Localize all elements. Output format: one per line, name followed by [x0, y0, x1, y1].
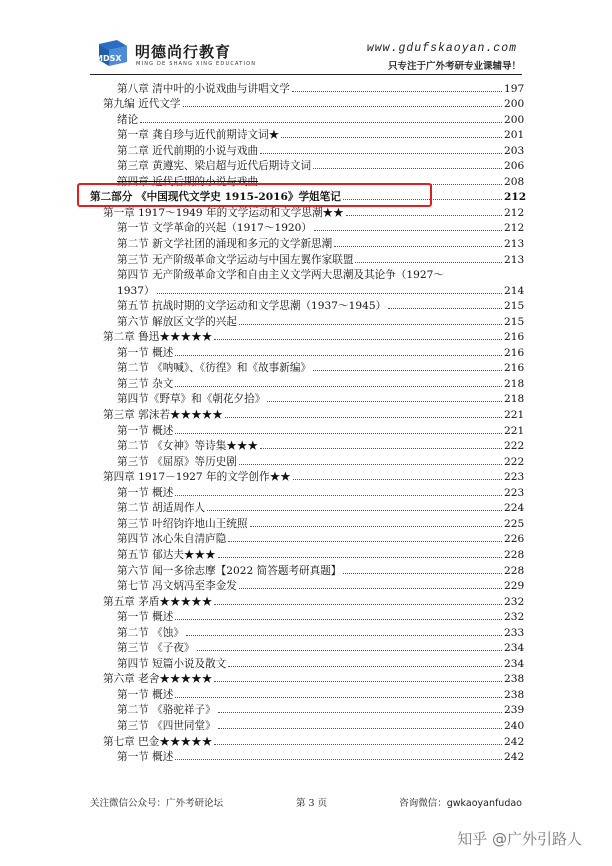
- toc-entry: [90, 421, 524, 437]
- toc-leader-dots: [175, 619, 502, 620]
- toc-entry-title: 第一节 概述: [117, 486, 174, 499]
- toc-entry-page: 206: [504, 160, 525, 173]
- toc-entry-title: 第五章 茅盾★★★★★: [103, 595, 213, 608]
- toc-leader-dots: [175, 433, 502, 434]
- toc-entry: [90, 343, 524, 359]
- toc-leader-dots: [214, 604, 502, 605]
- toc-leader-dots: [175, 697, 502, 698]
- toc-leader-dots: [207, 510, 502, 511]
- toc-entry-title: 第四节 冰心朱自清庐隐: [117, 533, 227, 546]
- toc-leader-dots: [197, 650, 502, 651]
- toc-entry-title: 第七章 巴金★★★★★: [103, 735, 213, 748]
- toc-entry-title: 第四节《野草》和《朝花夕拾》: [117, 393, 266, 406]
- toc-entry-page: 212: [504, 206, 525, 219]
- toc-entry-title: 第二节 《呐喊》、《彷徨》和《故事新编》: [117, 362, 312, 375]
- logo-letters: MDSX: [95, 54, 122, 63]
- toc-entry-title: 第六节 解放区文学的兴起: [117, 315, 237, 328]
- toc-leader-dots: [334, 246, 502, 247]
- toc-entry-title: 绪论: [117, 113, 139, 126]
- toc-leader-dots: [292, 91, 502, 92]
- toc-leader-dots: [388, 308, 502, 309]
- brand-name-english: MING DE SHANG XING EDUCATION: [136, 61, 257, 67]
- toc-entry-page: 212: [504, 222, 525, 235]
- toc-entry: [90, 623, 524, 639]
- toc-entry: [90, 561, 524, 577]
- toc-entry-title: 第一节 概述: [117, 688, 174, 701]
- toc-leader-dots: [281, 137, 502, 138]
- toc-leader-dots: [355, 262, 502, 263]
- toc-entry: [90, 157, 524, 173]
- toc-entry: [90, 281, 524, 297]
- toc-entry-page: 234: [504, 642, 525, 655]
- toc-entry-title: 第二章 近代前期的小说与戏曲: [117, 144, 259, 157]
- toc-entry-title: 第一章 1917～1949 年的文学运动和文学思潮★★: [103, 206, 344, 219]
- toc-leader-dots: [346, 215, 502, 216]
- toc-entry-title: 第三章 黄遵宪、梁启超与近代后期诗文词: [117, 160, 312, 173]
- toc-leader-dots: [175, 355, 502, 356]
- table-of-contents: [90, 79, 527, 764]
- toc-leader-dots: [250, 526, 503, 527]
- toc-entry-page: 200: [504, 98, 525, 111]
- toc-entry-page: 216: [504, 362, 525, 375]
- toc-entry-title: 第三节 叶绍钧许地山王统照: [117, 517, 248, 530]
- toc-entry: [90, 716, 524, 732]
- toc-entry-title: 第二部分 《中国现代文学史 1915-2016》学姐笔记: [90, 191, 341, 204]
- toc-entry-page: 238: [504, 673, 525, 686]
- page-header: [0, 0, 612, 72]
- toc-entry-title: 第二章 鲁迅★★★★★: [103, 331, 213, 344]
- toc-entry-page: 238: [504, 688, 525, 701]
- toc-entry-page: 221: [504, 424, 525, 437]
- toc-entry: [90, 79, 524, 95]
- toc-entry-title: 第三节 杂文: [117, 377, 174, 390]
- toc-entry-page: 216: [504, 331, 525, 344]
- toc-entry-title: 第一节 概述: [117, 424, 174, 437]
- toc-leader-dots: [260, 153, 502, 154]
- toc-entry-page: 203: [504, 144, 525, 157]
- toc-entry: [90, 685, 524, 701]
- toc-entry-title: 第二节 《骆驼祥子》: [117, 704, 216, 717]
- toc-entry: [90, 297, 524, 313]
- toc-entry: [90, 499, 524, 515]
- toc-leader-dots: [218, 557, 502, 558]
- toc-entry: [90, 312, 524, 328]
- toc-entry-page: 224: [504, 502, 525, 515]
- toc-entry-page: 242: [504, 735, 525, 748]
- toc-entry-page: 216: [504, 346, 525, 359]
- site-url[interactable]: www.gdufskaoyan.com: [366, 42, 517, 55]
- toc-entry: [90, 359, 524, 375]
- toc-entry-page: 218: [504, 377, 525, 390]
- footer-wechat-account: 关注微信公众号：广外考研论坛: [90, 798, 224, 809]
- toc-entry-page: 242: [504, 751, 525, 764]
- toc-entry-page: 232: [504, 611, 525, 624]
- toc-entry: [90, 732, 524, 748]
- toc-entry: [90, 592, 524, 608]
- toc-entry: [90, 514, 524, 530]
- toc-entry-title: 第三节 《四世同堂》: [117, 719, 216, 732]
- toc-leader-dots: [293, 479, 502, 480]
- toc-entry: [90, 126, 524, 142]
- toc-entry-page: 222: [504, 455, 525, 468]
- brand-name: 明德尚行教育: [135, 43, 232, 61]
- toc-entry: [90, 483, 524, 499]
- toc-entry-title: 第九编 近代文学: [103, 98, 181, 111]
- toc-entry-page: 218: [504, 393, 525, 406]
- toc-entry-page: 222: [504, 440, 525, 453]
- toc-entry: [90, 250, 524, 266]
- toc-entry-page: 208: [504, 175, 525, 188]
- toc-entry-page: 226: [504, 533, 525, 546]
- toc-leader-dots: [214, 681, 502, 682]
- toc-entry-page: 214: [504, 284, 525, 297]
- toc-entry: [90, 390, 524, 406]
- toc-entry-page: 229: [504, 580, 525, 593]
- toc-entry-title: 第三节 《屈原》等历史剧: [117, 455, 237, 468]
- toc-entry: [90, 468, 524, 484]
- footer-page-number: 第 3 页: [296, 798, 328, 809]
- toc-leader-dots: [186, 635, 502, 636]
- toc-entry-page: 223: [504, 471, 525, 484]
- toc-entry-page: 239: [504, 704, 525, 717]
- toc-leader-dots: [239, 588, 502, 589]
- toc-entry: [90, 374, 524, 390]
- toc-entry-title: 第四章 近代后期的小说与戏曲: [117, 175, 259, 188]
- toc-leader-dots: [140, 122, 502, 123]
- toc-leader-dots: [218, 728, 502, 729]
- toc-entry: [90, 219, 524, 235]
- toc-entry-title: 第三节 《子夜》: [117, 642, 195, 655]
- toc-entry-page: 213: [504, 253, 525, 266]
- toc-leader-dots: [175, 495, 502, 496]
- toc-entry: [90, 95, 524, 111]
- toc-leader-dots: [239, 464, 502, 465]
- footer-wechat-contact: 咨询微信：gwkaoyanfudao: [399, 798, 522, 809]
- toc-entry-page: 234: [504, 657, 525, 670]
- toc-leader-dots: [225, 417, 502, 418]
- toc-entry-title: 第四节 无产阶级革命文学和自由主义文学两大思潮及其论争（1927～: [117, 269, 444, 282]
- toc-entry: [90, 670, 524, 686]
- toc-entry-title: 第七节 冯文炳冯至李金发: [117, 580, 237, 593]
- toc-entry-title: 第三节 无产阶级革命文学运动与中国左翼作家联盟: [117, 253, 354, 266]
- header-rule: [90, 74, 522, 75]
- toc-entry-page: 223: [504, 486, 525, 499]
- toc-entry: [90, 608, 524, 624]
- toc-entry-page: 240: [504, 719, 525, 732]
- toc-entry: [90, 639, 524, 655]
- toc-entry-page: 228: [504, 564, 525, 577]
- toc-entry-page: 232: [504, 595, 525, 608]
- toc-entry-title: 第一节 概述: [117, 346, 174, 359]
- toc-leader-dots: [214, 339, 502, 340]
- zhihu-watermark: 知乎 @广外引路人: [457, 830, 582, 848]
- toc-entry-page: 221: [504, 409, 525, 422]
- toc-leader-dots: [314, 230, 502, 231]
- toc-entry-title: 1937）: [117, 284, 155, 297]
- toc-entry-title: 第八章 清中叶的小说戏曲与讲唱文学: [117, 82, 290, 95]
- toc-entry: [90, 328, 524, 344]
- toc-entry-page: 225: [504, 517, 525, 530]
- toc-entry-page: 213: [504, 238, 525, 251]
- toc-entry-page: 212: [504, 191, 527, 204]
- header-tagline: 只专注于广外考研专业课辅导！: [387, 61, 521, 72]
- toc-entry: [90, 748, 524, 764]
- toc-entry: [90, 654, 524, 670]
- toc-entry-title: 第一节 文学革命的兴起（1917～1920）: [117, 222, 313, 235]
- toc-leader-dots: [267, 401, 502, 402]
- toc-entry: [90, 437, 524, 453]
- toc-leader-dots: [218, 712, 502, 713]
- toc-entry: [90, 577, 524, 593]
- toc-leader-dots: [260, 448, 502, 449]
- toc-leader-dots: [214, 744, 502, 745]
- toc-leader-dots: [343, 573, 502, 574]
- red-highlight-box: [77, 183, 432, 207]
- toc-entry-title: 第三章 郭沫若★★★★★: [103, 409, 223, 422]
- toc-leader-dots: [228, 666, 502, 667]
- toc-entry-title: 第五节 抗战时期的文学运动和文学思潮（1937～1945）: [117, 300, 387, 313]
- toc-entry-title: 第一节 概述: [117, 611, 174, 624]
- toc-entry-page: 197: [504, 82, 525, 95]
- toc-entry-page: 233: [504, 626, 525, 639]
- toc-entry-title: 第五节 郁达夫★★★: [117, 548, 216, 561]
- toc-entry: [90, 452, 524, 468]
- toc-leader-dots: [183, 106, 502, 107]
- toc-entry-title: 第二节 《女神》等诗集★★★: [117, 440, 259, 453]
- toc-entry-page: 201: [504, 129, 525, 142]
- toc-entry: [90, 701, 524, 717]
- toc-entry-page: 200: [504, 113, 525, 126]
- toc-entry-title: 第六节 闻一多徐志摩【2022 简答题考研真题】: [117, 564, 342, 577]
- toc-entry-title: 第六章 老舍★★★★★: [103, 673, 213, 686]
- toc-entry: [90, 545, 524, 561]
- toc-entry-title: 第四节 短篇小说及散文: [117, 657, 227, 670]
- toc-leader-dots: [228, 541, 502, 542]
- toc-entry-title: 第四章 1917－1927 年的文学创作★★: [103, 471, 291, 484]
- toc-entry: [90, 405, 524, 421]
- toc-leader-dots: [313, 370, 502, 371]
- page-footer: [90, 795, 522, 809]
- mdsx-logo-icon: [93, 40, 129, 66]
- toc-entry-title: 第二节 《蚀》: [117, 626, 184, 639]
- toc-entry: [90, 141, 524, 157]
- toc-leader-dots: [239, 324, 502, 325]
- toc-entry: [90, 530, 524, 546]
- toc-entry-title: 第一节 概述: [117, 751, 174, 764]
- toc-leader-dots: [313, 168, 502, 169]
- toc-entry-title: 第二节 新文学社团的涌现和多元的文学新思潮: [117, 238, 333, 251]
- toc-entry: [90, 234, 524, 250]
- toc-entry: [90, 110, 524, 126]
- toc-entry-page: 228: [504, 548, 525, 561]
- toc-leader-dots: [157, 293, 502, 294]
- toc-entry: [90, 266, 524, 282]
- toc-entry-page: 215: [504, 315, 525, 328]
- toc-entry-title: 第二节 胡适周作人: [117, 502, 206, 515]
- toc-entry-title: 第一章 龚自珍与近代前期诗文词★: [117, 129, 280, 142]
- toc-entry-page: 215: [504, 300, 525, 313]
- toc-leader-dots: [175, 759, 502, 760]
- toc-leader-dots: [175, 386, 502, 387]
